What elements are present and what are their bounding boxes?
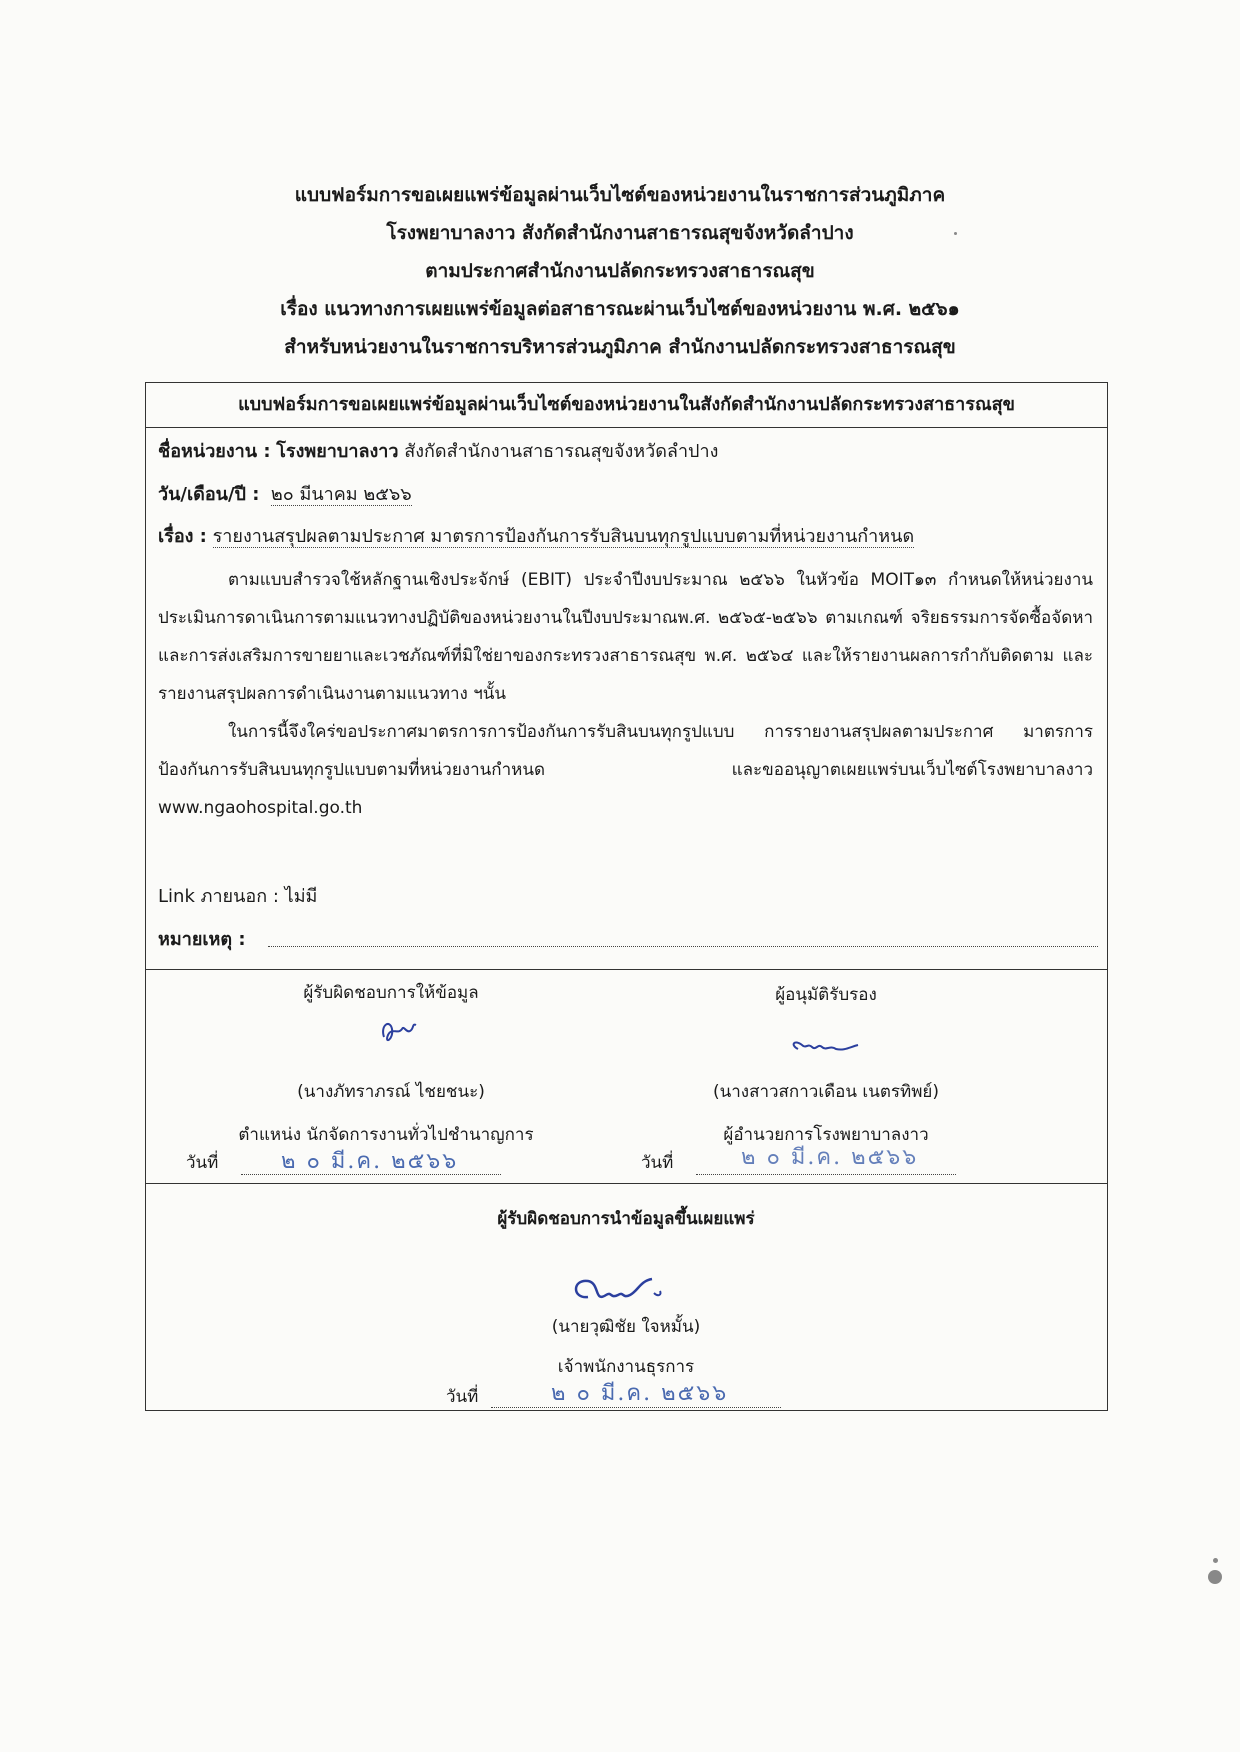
left-signature [376,1015,426,1051]
heading-line-2: โรงพยาบาลงาว สังกัดสำนักงานสาธารณสุขจังหวัดลำปาง [386,222,854,244]
bottom-position: เจ้าพนักงานธุรการ [557,1357,695,1377]
body-text [158,561,1093,827]
right-role: ผู้อนุมัติรับรอง [775,985,877,1005]
right-date-stamp: ๒ ๐ มี.ค. ๒๕๖๖ [741,1145,919,1170]
bottom-date-label: วันที่ [446,1387,479,1407]
document-heading [0,176,1240,366]
heading-line-3: ตามประกาศสำนักงานปลัดกระทรวงสาธารณสุข [425,260,815,282]
right-date-label: วันที่ [641,1153,674,1173]
request-form-box [145,382,1108,1411]
agency-row [158,436,1095,465]
right-name: (นางสาวสกาวเดือน เนตรทิพย์) [712,1082,940,1102]
left-name: (นางภัทราภรณ์ ไชยชนะ) [297,1082,485,1102]
subject-value: รายงานสรุปผลตามประกาศ มาตรการป้องกันการรับสินบนทุกรูปแบบตามที่หน่วยงานกำหนด [212,526,915,547]
agency-label: ชื่อหน่วยงาน : [158,441,271,462]
scan-speck [954,232,957,235]
scan-speck [1208,1570,1222,1584]
right-position: ผู้อำนวยการโรงพยาบาลงาว [723,1125,929,1145]
heading-line-1: แบบฟอร์มการขอเผยแพร่ข้อมูลผ่านเว็บไซต์ของหน่วยงานในราชการส่วนภูมิภาค [294,184,946,206]
agency-affiliation: สังกัดสำนักงานสาธารณสุขจังหวัดลำปาง [404,441,719,462]
bottom-name: (นายวุฒิชัย ใจหมั้น) [551,1317,701,1337]
right-date-line [696,1174,956,1175]
link-value: ไม่มี [284,886,318,907]
subject-label: เรื่อง : [158,526,207,547]
divider [146,1183,1107,1184]
paragraph-2: ในการนี้จึงใคร่ขอประกาศมาตรการการป้องกันการรับสินบนทุกรูปแบบ การรายงานสรุปผลตามประกาศ มาตรการป้องกันการรับสินบนทุกรูปแบบตามที่หน่วยงานกำหนด และขออนุญาตเผยแพร่บนเว็บไซต์โรงพยาบาลงาว www.ngaohospital.go.th [158,722,1093,818]
paragraph-1: ตามแบบสำรวจใช้หลักฐานเชิงประจักษ์ (EBIT) ประจำปีงบประมาณ ๒๕๖๖ ในหัวข้อ MOIT๑๓ กำหนดให้หน่วยงานประเมินการดาเนินการตามแนวทางปฏิบัติของหน่วยงานในปีงบประมาณพ.ศ. ๒๕๖๕-๒๕๖๖ ตามเกณฑ์ จริยธรรมการจัดซื้อจัดหาและการส่งเสริมการขายยาและเวชภัณฑ์ที่มิใช่ยาของกระทรวงสาธารณสุข พ.ศ. ๒๕๖๔ และให้รายงานผลการกำกับติดตาม และรายงานสรุปผลการดำเนินงานตามแนวทาง ฯนั้น [158,570,1093,704]
subject-row [158,521,1095,550]
heading-line-5: สำหรับหน่วยงานในราชการบริหารส่วนภูมิภาค สำนักงานปลัดกระทรวงสาธารณสุข [284,336,956,358]
agency-name: โรงพยาบาลงาว [276,441,399,462]
note-dotted-line [268,946,1098,947]
heading-line-4: เรื่อง แนวทางการเผยแพร่ข้อมูลต่อสาธารณะผ่านเว็บไซต์ของหน่วยงาน พ.ศ. ๒๕๖๑ [280,298,960,320]
left-date-label: วันที่ [186,1153,219,1173]
left-role: ผู้รับผิดชอบการให้ข้อมูล [303,983,479,1003]
note-label: หมายเหตุ : [158,929,246,950]
date-row [158,479,1095,508]
left-position: ตำแหน่ง นักจัดการงานทั่วไปชำนาญการ [238,1125,534,1145]
bottom-signature [566,1269,676,1319]
form-title: แบบฟอร์มการขอเผยแพร่ข้อมูลผ่านเว็บไซต์ของหน่วยงานในสังกัดสำนักงานปลัดกระทรวงสาธารณสุข [238,394,1015,415]
date-label: วัน/เดือน/ปี : [158,484,260,505]
scan-speck [1213,1558,1218,1563]
right-signature [786,1035,866,1063]
date-value: ๒๐ มีนาคม ๒๕๖๖ [270,484,412,505]
bottom-role: ผู้รับผิดชอบการนำข้อมูลขึ้นเผยแพร่ [497,1209,755,1229]
note-row [158,924,1095,953]
divider [146,427,1107,428]
left-date-stamp: ๒ ๐ มี.ค. ๒๕๖๖ [281,1149,459,1174]
link-label: Link ภายนอก : [158,886,279,907]
divider [146,969,1107,970]
link-row [158,881,1095,910]
bottom-date-stamp: ๒ ๐ มี.ค. ๒๕๖๖ [551,1381,729,1406]
